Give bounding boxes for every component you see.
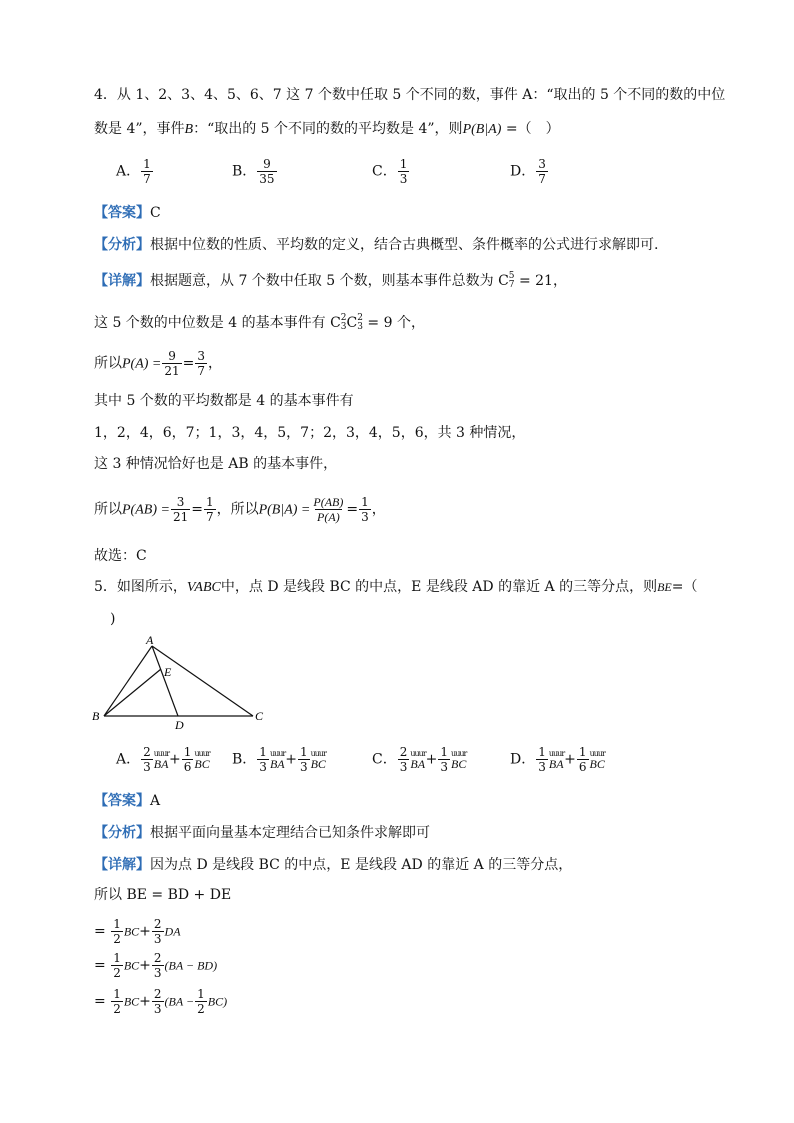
frac-num: 1 bbox=[299, 745, 308, 759]
frac-den: 3 bbox=[153, 966, 162, 980]
vector-name: BC bbox=[123, 924, 140, 939]
frac-num: 9 bbox=[168, 349, 176, 363]
frac-den: 2 bbox=[113, 1002, 121, 1016]
side-ac bbox=[152, 646, 253, 716]
vector-2 bbox=[194, 750, 209, 770]
vector-arrow-mark: uuur bbox=[548, 748, 565, 758]
frac-num: 1 bbox=[205, 495, 214, 509]
vector-2 bbox=[451, 750, 466, 770]
vector-arrow-mark: uuur bbox=[410, 748, 426, 758]
q5-stem-c: 中，点 D 是线段 BC 的中点，E 是线段 AD 的靠近 A 的三等分点，则 bbox=[220, 579, 658, 595]
coef-2 bbox=[298, 746, 310, 773]
frac-den: 3 bbox=[143, 760, 151, 774]
label-d: D bbox=[175, 718, 184, 732]
option-letter: A． bbox=[116, 751, 141, 768]
frac-den: 2 bbox=[197, 1002, 205, 1016]
option-letter: D． bbox=[510, 163, 536, 180]
vector-expr-b: BC) bbox=[207, 994, 228, 1009]
q4-analysis bbox=[94, 238, 658, 252]
frac-den: 3 bbox=[399, 172, 408, 186]
pab-fraction-2 bbox=[204, 496, 216, 523]
q4-pa-line: 所以P(A) = $\frac{9}{21}$ = $\frac{3}{7}$ ， bbox=[94, 349, 223, 378]
option-letter: D． bbox=[510, 751, 536, 768]
coef-1 bbox=[141, 746, 153, 773]
coef-1 bbox=[257, 746, 269, 773]
detail-text: 这 5 个数的中位数是 4 的基本事件有 C bbox=[94, 315, 341, 331]
vector-1 bbox=[270, 750, 285, 770]
vector-name: BC bbox=[451, 756, 467, 771]
frac-den: 7 bbox=[538, 172, 546, 186]
detail-text-end: = 21， bbox=[514, 273, 567, 289]
vector-expr: (BA − BD) bbox=[164, 958, 218, 973]
frac-den: 3 bbox=[259, 760, 267, 774]
detail-text-end: = 9 个， bbox=[362, 315, 425, 331]
comb-sup: 2 bbox=[340, 313, 347, 323]
detail-text: 因为点 D 是线段 BC 的中点，E 是线段 AD 的靠近 A 的三等分点， bbox=[150, 857, 573, 873]
step3-coef-3 bbox=[195, 988, 207, 1015]
q4-option-c bbox=[372, 158, 410, 185]
coef-2 bbox=[182, 746, 194, 773]
vector-name: BA bbox=[410, 756, 426, 771]
frac-num: 3 bbox=[176, 495, 185, 509]
frac-den: 6 bbox=[183, 760, 192, 774]
frac-den: 7 bbox=[197, 364, 206, 378]
q4-detail-line1 bbox=[94, 272, 567, 290]
answer-tag: 【答案】 bbox=[94, 793, 150, 809]
pba-fraction bbox=[311, 496, 345, 523]
q5-triangle: VABC bbox=[186, 580, 221, 595]
frac-num: 2 bbox=[153, 987, 162, 1001]
equals-sign: = bbox=[94, 923, 106, 940]
coef-1 bbox=[536, 746, 548, 773]
option-fraction bbox=[398, 158, 410, 185]
pab-fraction-1 bbox=[171, 496, 190, 523]
step3-coef-2 bbox=[152, 988, 164, 1015]
option-fraction bbox=[141, 158, 153, 185]
step2-coef-2 bbox=[152, 952, 164, 979]
frac-den: 7 bbox=[205, 510, 214, 524]
q5-vector-be: BE bbox=[657, 580, 672, 594]
pba-result bbox=[359, 496, 371, 523]
option-fraction bbox=[257, 158, 276, 185]
operator: + bbox=[139, 957, 151, 974]
q4-detail-line2 bbox=[94, 314, 425, 332]
frac-num: 1 bbox=[143, 157, 151, 171]
frac-den: 3 bbox=[153, 932, 162, 946]
vector-name: DA bbox=[164, 924, 181, 939]
vector-arrow-mark: uuur bbox=[589, 748, 605, 758]
frac-num: 1 bbox=[113, 987, 121, 1001]
frac-den: 7 bbox=[143, 172, 151, 186]
frac-den: 2 bbox=[113, 932, 121, 946]
coef-2 bbox=[438, 746, 450, 773]
q4-option-b bbox=[232, 158, 278, 185]
segment-be bbox=[104, 669, 161, 716]
comb-sup: 5 bbox=[508, 271, 515, 281]
answer-value: C bbox=[150, 205, 161, 221]
label-a: A bbox=[146, 633, 154, 647]
q4-conclusion: 故选：C bbox=[94, 548, 147, 564]
vector-name: BA bbox=[269, 756, 285, 771]
frac-num: 2 bbox=[143, 745, 151, 759]
frac-num: 2 bbox=[153, 951, 162, 965]
frac-den: 35 bbox=[259, 172, 275, 186]
comb-sub: 3 bbox=[357, 322, 363, 332]
answer-tag: 【答案】 bbox=[94, 205, 150, 221]
frac-num: 1 bbox=[399, 157, 408, 171]
option-letter: C． bbox=[372, 163, 397, 180]
frac-num: 1 bbox=[197, 987, 205, 1001]
frac-den: 21 bbox=[172, 510, 189, 524]
detail-tag: 【详解】 bbox=[94, 857, 150, 873]
q4-stem-line2 bbox=[94, 122, 560, 137]
step2-coef-1 bbox=[111, 952, 123, 979]
vector-name: BC bbox=[123, 958, 140, 973]
step3-coef-1 bbox=[111, 988, 123, 1015]
frac-den: 3 bbox=[440, 760, 449, 774]
q5-stem-end: =（ bbox=[671, 579, 698, 595]
frac-den: P(A) bbox=[317, 510, 340, 524]
vector-arrow-mark: uuur bbox=[194, 748, 210, 758]
pa-fraction-2 bbox=[195, 350, 207, 377]
frac-num: 1 bbox=[538, 745, 546, 759]
frac-den: 21 bbox=[164, 364, 180, 378]
pa-prefix: 所以 bbox=[94, 355, 122, 372]
q5-detail-line1 bbox=[94, 858, 572, 872]
option-letter: C． bbox=[372, 751, 397, 768]
q4-detail-line5: 这 3 种情况恰好也是 AB 的基本事件， bbox=[94, 456, 338, 472]
frac-num: 2 bbox=[399, 745, 408, 759]
q5-answer bbox=[94, 794, 160, 808]
vector-arrow-mark: uuur bbox=[310, 748, 326, 758]
pba-expr: P(B|A) = bbox=[258, 502, 311, 518]
vector-arrow-mark: uuur bbox=[451, 748, 467, 758]
frac-num: 9 bbox=[263, 157, 271, 171]
equals-sign: = bbox=[94, 993, 106, 1010]
q4-stem-text-a: 数是 4”，事件 bbox=[94, 121, 185, 137]
analysis-tag: 【分析】 bbox=[94, 237, 150, 253]
label-b: B bbox=[92, 709, 100, 723]
q5-step3 bbox=[94, 988, 227, 1015]
frac-den: 3 bbox=[361, 510, 369, 524]
analysis-text: 根据平面向量基本定理结合已知条件求解即可 bbox=[150, 825, 430, 841]
frac-num: P(AB) bbox=[313, 495, 344, 509]
coef-1 bbox=[398, 746, 410, 773]
q4-option-a bbox=[116, 158, 154, 185]
analysis-text: 根据中位数的性质、平均数的定义，结合古典概型、条件概率的公式进行求解即可. bbox=[150, 237, 659, 253]
pab-expr: P(AB) = bbox=[122, 502, 170, 518]
frac-num: 1 bbox=[440, 745, 449, 759]
vector-1 bbox=[154, 750, 169, 770]
coef-2 bbox=[577, 746, 589, 773]
q5-stem-line2: ) bbox=[110, 611, 116, 627]
q4-stem-text-e: =（ ） bbox=[501, 121, 560, 137]
frac-num: 1 bbox=[113, 951, 121, 965]
option-letter: A． bbox=[116, 163, 141, 180]
frac-den: 3 bbox=[399, 760, 408, 774]
frac-num: 1 bbox=[361, 495, 369, 509]
vector-name: BC bbox=[310, 756, 326, 771]
frac-den: 3 bbox=[153, 1002, 162, 1016]
vector-name: BC bbox=[589, 756, 605, 771]
analysis-tag: 【分析】 bbox=[94, 825, 150, 841]
vector-2 bbox=[590, 750, 605, 770]
pa-fraction-1 bbox=[162, 350, 181, 377]
label-c: C bbox=[255, 709, 264, 723]
q4-stem-text-c: ：“取出的 5 个不同的数的平均数是 4”，则 bbox=[193, 121, 463, 137]
comb-sub: 7 bbox=[508, 280, 515, 290]
frac-num: 1 bbox=[578, 745, 587, 759]
q4-stem-line1: 4．从 1、2、3、4、5、6、7 这 7 个数中任取 5 个不同的数，事件 A：“取出的 5 个不同的数的中位 bbox=[94, 87, 726, 103]
vector-name: BC bbox=[123, 994, 140, 1009]
pab-prefix: 所以 bbox=[94, 501, 122, 518]
option-letter: B． bbox=[232, 751, 257, 768]
frac-den: 3 bbox=[538, 760, 546, 774]
option-letter: B． bbox=[232, 163, 257, 180]
q5-stem-line1 bbox=[94, 580, 698, 595]
median-ad bbox=[152, 646, 178, 716]
q4-event-b: B bbox=[184, 122, 194, 137]
vector-1 bbox=[410, 750, 425, 770]
vector-arrow-mark: uuur bbox=[269, 748, 286, 758]
frac-num: 3 bbox=[538, 157, 546, 171]
frac-den: 3 bbox=[299, 760, 308, 774]
comb-sup: 2 bbox=[357, 313, 363, 323]
q5-step2 bbox=[94, 952, 217, 979]
frac-num: 2 bbox=[153, 917, 162, 931]
option-fraction bbox=[536, 158, 548, 185]
frac-den: 2 bbox=[113, 966, 121, 980]
vector-expr-a: (BA − bbox=[164, 994, 195, 1009]
detail-text: 根据题意，从 7 个数中任取 5 个数，则基本事件总数为 C bbox=[150, 273, 509, 289]
frac-den: 6 bbox=[578, 760, 587, 774]
pa-expr: P(A) = bbox=[122, 356, 162, 372]
side-ab bbox=[104, 646, 152, 716]
operator: + bbox=[139, 993, 151, 1010]
q5-option-a: A． $\frac{2}{3}$ uuur BA + $\frac{1}{6}$ uuur BC bbox=[116, 745, 210, 774]
vector-name: BA bbox=[153, 756, 169, 771]
frac-num: 1 bbox=[183, 745, 192, 759]
vector-name: BA bbox=[548, 756, 564, 771]
q5-option-c: C． $\frac{2}{3}$ uuur BA + $\frac{1}{3}$ uuur BC bbox=[372, 745, 467, 774]
step1-coef-1 bbox=[111, 918, 123, 945]
vector-arrow-mark: uuur bbox=[153, 748, 170, 758]
frac-num: 1 bbox=[113, 917, 121, 931]
operator: + bbox=[139, 923, 151, 940]
q4-detail-line4: 1，2，4，6，7；1，3，4，5，7；2，3，4，5，6，共 3 种情况， bbox=[94, 425, 526, 441]
q5-analysis bbox=[94, 826, 430, 840]
label-e: E bbox=[164, 665, 172, 679]
q5-option-b: B． $\frac{1}{3}$ uuur BA + $\frac{1}{3}$ uuur BC bbox=[232, 745, 326, 774]
answer-value: A bbox=[150, 793, 161, 809]
vector-1 bbox=[549, 750, 564, 770]
q4-pab-line: 所以P(AB) = $\frac{3}{21}$ = $\frac{1}{7}$ ，所以P(B|A) = $\frac{P(AB)}{P(A)}$ = $\frac{1}{3}$ ， bbox=[94, 495, 386, 524]
vector-name: BC bbox=[194, 756, 210, 771]
step1-coef-2 bbox=[152, 918, 164, 945]
q4-answer bbox=[94, 206, 161, 220]
vector-2 bbox=[311, 750, 326, 770]
q5-step1 bbox=[94, 918, 181, 945]
equals-sign: = bbox=[94, 957, 106, 974]
comb-sub: 3 bbox=[340, 322, 347, 332]
pab-mid: ，所以 bbox=[216, 501, 259, 518]
detail-tag: 【详解】 bbox=[94, 273, 150, 289]
q5-triangle-figure bbox=[88, 632, 278, 732]
q4-conditional-prob: P(B|A) bbox=[462, 122, 502, 137]
q4-detail-line3: 其中 5 个数的平均数都是 4 的基本事件有 bbox=[94, 393, 354, 409]
frac-num: 1 bbox=[259, 745, 267, 759]
q5-stem-a: 5．如图所示， bbox=[94, 579, 187, 595]
q5-option-d: D． $\frac{1}{3}$ uuur BA + $\frac{1}{6}$ uuur BC bbox=[510, 745, 605, 774]
q4-option-d bbox=[510, 158, 549, 185]
q5-step0: 所以 BE = BD + DE bbox=[94, 887, 232, 903]
detail-text-mid: C bbox=[346, 315, 358, 331]
frac-num: 3 bbox=[197, 349, 206, 363]
